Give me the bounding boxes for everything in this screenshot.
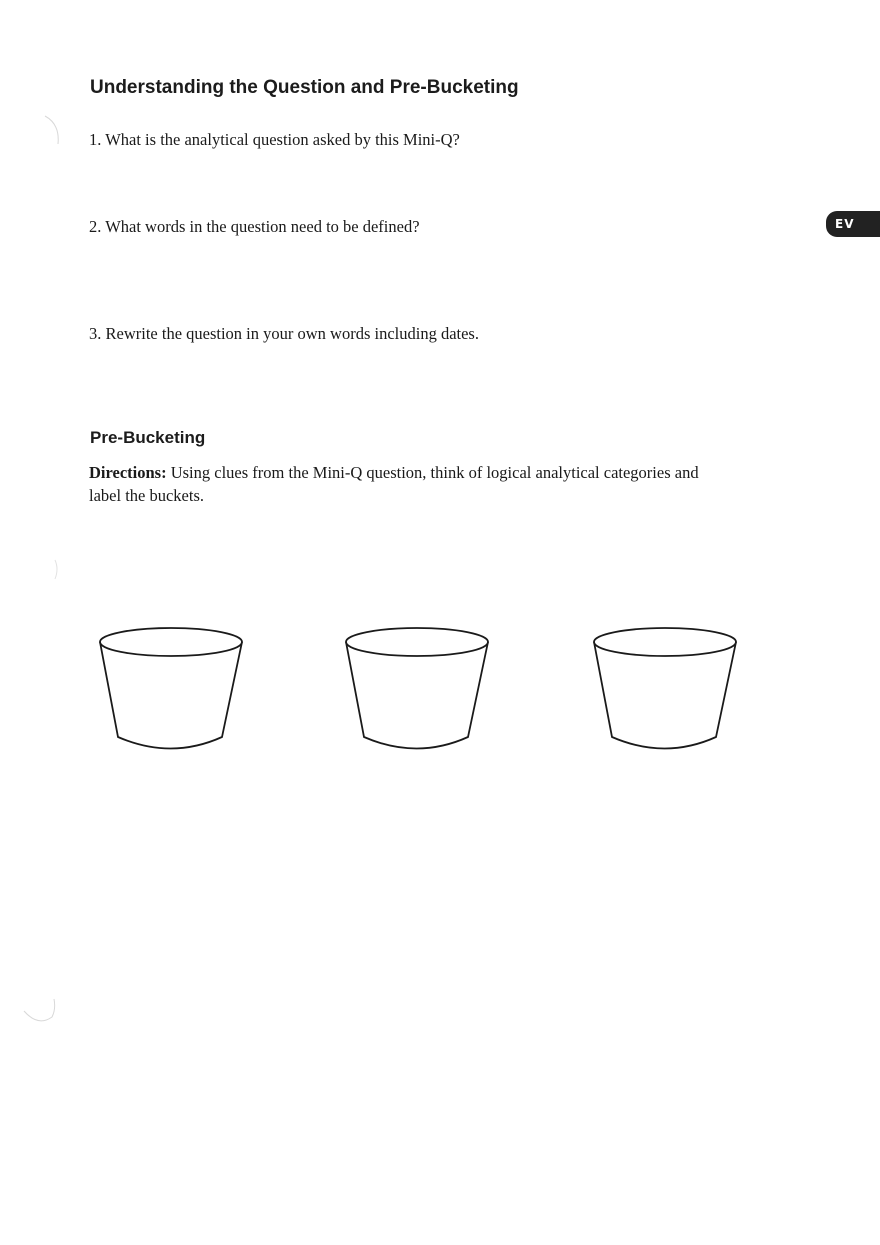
page-title: Understanding the Question and Pre-Bucketing (90, 77, 519, 98)
bucket-icon (590, 622, 740, 754)
section-tab: EV (826, 211, 880, 237)
bucket-icon (96, 622, 246, 754)
question-1: 1. What is the analytical question asked by this Mini-Q? (89, 130, 460, 149)
binder-hole-mark (45, 555, 65, 585)
question-2: 2. What words in the question need to be defined? (89, 217, 420, 236)
directions-text (89, 461, 729, 507)
binder-hole-mark (20, 995, 60, 1031)
question-3: 3. Rewrite the question in your own words including dates. (89, 324, 479, 343)
binder-hole-mark (40, 110, 70, 150)
pre-bucketing-heading: Pre-Bucketing (90, 428, 206, 447)
directions-label: Directions: (89, 463, 167, 482)
bucket-icon (342, 622, 492, 754)
directions-body: Using clues from the Mini-Q question, think of logical analytical categories and label the buckets. (89, 463, 699, 505)
